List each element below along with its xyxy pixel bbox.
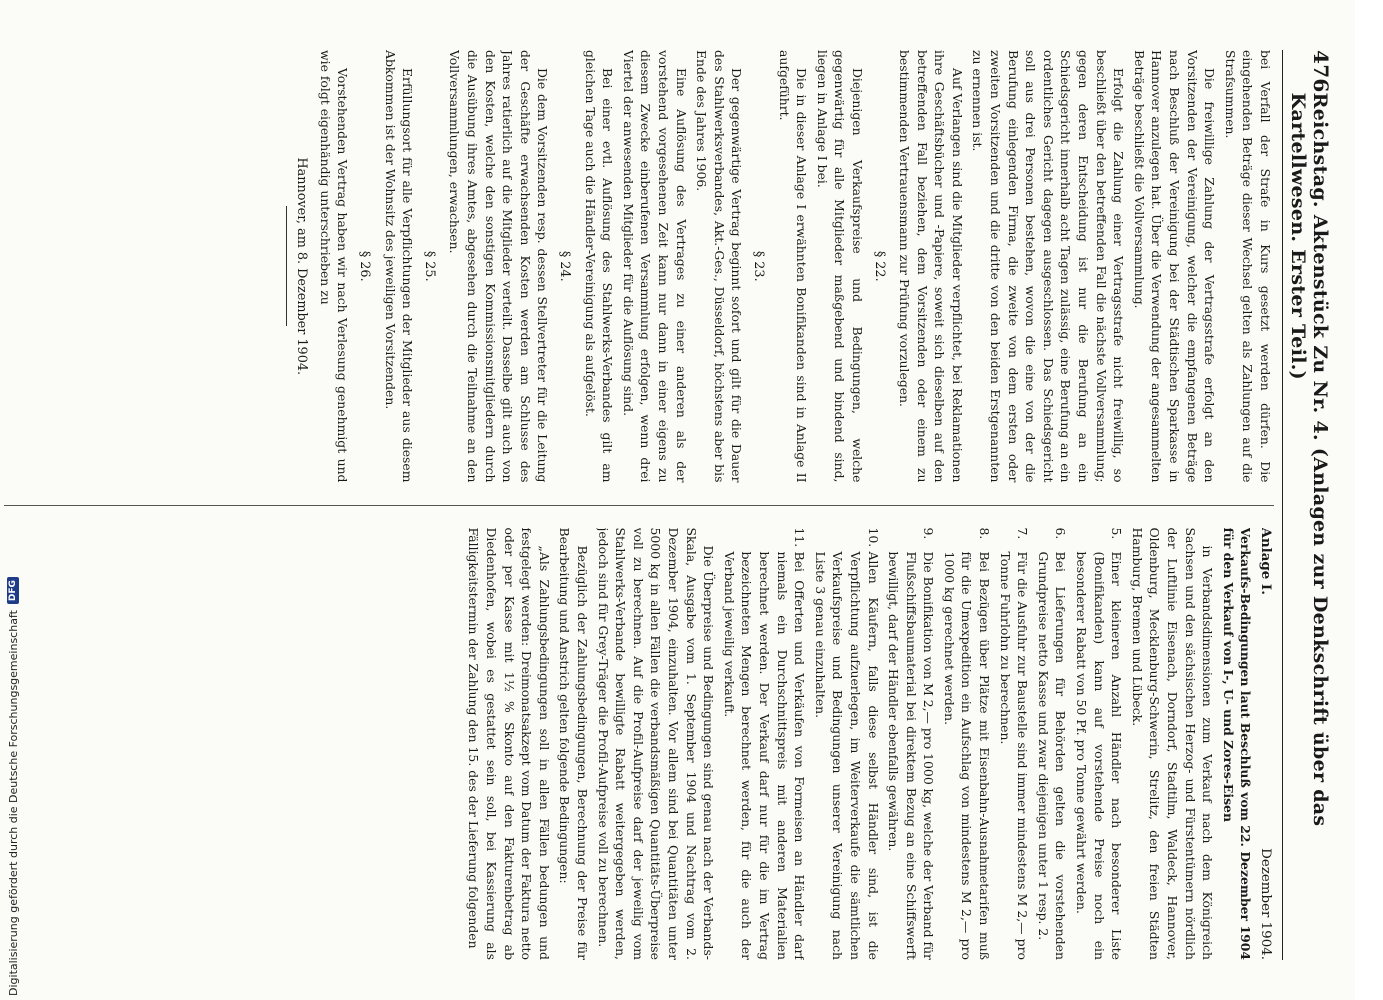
item-text: Einer kleineren Anzahl Händler nach besonderer Liste (Bonifikanden) kann auf vorstehende Preise noch ein besonderer Rabatt von 50 Pf. pro Tonne gewährt werden. (1074, 551, 1125, 960)
item-number: 6. (1053, 527, 1069, 540)
numbered-item (1034, 528, 1069, 961)
column-divider (4, 505, 1274, 506)
numbered-item (885, 528, 938, 961)
section-heading-23: § 23. (750, 250, 766, 282)
item-number: 11. (792, 527, 808, 548)
paragraph: Der gegenwärtige Vertrag beginnt sofort und gilt für die Dauer des Stahlwerksverbandes, Akt.-Ges., Düsseldorf, höchstens aber bis Ende des Jahres 1906. (694, 50, 745, 483)
section-heading-22: § 22. (871, 250, 887, 282)
page-number: 476 (1309, 50, 1333, 93)
paragraph: Bei einer evtl. Auflösung des Stahlwerks-Verbandes gilt am gleichen Tage auch die Händler-Vereinigung als aufgelöst. (582, 50, 616, 483)
anlage-header (1256, 528, 1274, 961)
paragraph: Die Überpreise und Bedingungen sind genau nach der Verbands-Skala, Ausgabe vom 1. September 1904 und Nachtrag vom 2. Dezember 1904, einzuhalten. Vor allem sind bei Quantitäten unter 5000 kg in allen Fällen die verbandsmäßigen Quantitäts-Überpreise voll zu berechnen. Auf die Profil-Aufpreise darf der jeweilig vom Stahlwerks-Verbande bewilligte Rabatt weitergegeben werden, jedoch sind für Grey-Träger die Profil-Aufpreise voll zu berechnen. (595, 527, 717, 960)
running-header (1282, 50, 1333, 960)
anlage-heading: Verkaufs-Bedingungen laut Beschluß vom 22. Dezember 1904 für den Verkauf von I-, U- und Zores-Eisen (1220, 527, 1254, 960)
text-columns (4, 50, 1274, 960)
item-number: 7. (1015, 527, 1031, 540)
section-heading-26: § 26. (357, 250, 373, 282)
paragraph: bei Verfall der Strafe in Kurs gesetzt werden dürfen. Die eingehenden Beträge dieser Wechsel gelten als Zahlungen auf die Strafsummen. (1222, 50, 1273, 483)
item-number: 8. (977, 527, 993, 540)
paragraph: Diejenigen Verkaufspreise und Bedingungen, welche gegenwärtig für alle Mitglieder maßgebend und bindend sind, liegen in Anlage I bei. (814, 50, 865, 483)
item-number: 9. (921, 527, 937, 540)
dfg-logo-icon: DFG (7, 577, 19, 604)
paragraph: Eine Auflösung des Vertrages zu einer anderen als der vorstehend vorgesehenen Zeit kann nur dann in einer eigens zu diesem Zwecke einberufenen Versammlung erfolgen, wenn drei Viertel der anwesenden Mitglieder für die Auflösung sind. (620, 50, 689, 483)
item-text: Bei Lieferungen für Behörden gelten die vorstehenden Grundpreise netto Kasse und zwar diejenigen unter 1 resp. 2. (1035, 551, 1069, 960)
numbered-item (720, 528, 808, 961)
header-title: Reichstag. Aktenstück Zu Nr. 4. (Anlagen zur Denkschrift über das Kartellwesen. Erster Teil.) (1287, 92, 1331, 827)
paragraph: Die dem Vorsitzenden resp. dessen Stellvertreter für die Leitung der Geschäfte erwachsenden Kosten werden am Schlusse des Jahres ratierlich auf die Mitglieder verteilt. Dasselbe gilt auch von den Kosten, welche den sonstigen Kommissionsmitgliedern durch die Ausübung ihres Amtes, abgesehen durch die Teilnahme an den Vollversammlungen, erwachsen. (447, 50, 551, 483)
item-number: 10. (865, 527, 881, 548)
item-text: Bei Bezügen über Plätze mit Eisenbahn-Ausnahmetarifen muß für die Umexpedition ein Aufschlag von mindestens M 2,— pro 1000 kg gerechnet werden. (941, 551, 993, 960)
signoff-line: Hannover, am 8. Dezember 1904. (294, 157, 310, 376)
section-heading-24: § 24. (557, 250, 573, 282)
paragraph: Auf Verlangen sind die Mitglieder verpflichtet, bei Reklamationen ihre Geschäftsbücher und -Papiere, soweit sich dieselben auf den betreffenden Fall beziehen, dem Vorsitzenden oder einem zu bestimmenden Vertrauensmann zur Prüfung vorzulegen. (897, 50, 965, 483)
credit-text: Digitalisierung gefördert durch die Deutsche Forschungsgemeinschaft (6, 610, 20, 996)
paragraph: Die freiwillige Zahlung der Vertragsstrafe erfolgt an den Vorsitzenden der Vereinigung, welcher die empfangenen Beträge nach Beschluß der Vereinigung bei der Städtischen Sparkasse in Hannover anzulegen hat. Über die Verwendung der angesammelten Beträge beschließt die Vollversammlung. (1131, 50, 1218, 483)
numbered-item (1072, 528, 1125, 961)
paragraph: Vorstehenden Vertrag haben wir nach Verlesung genehmigt und wie folgt eigenhändig unterschrieben zu (317, 50, 351, 483)
section-heading-25: § 25. (421, 250, 437, 282)
paragraph: Die in dieser Anlage I erwähnten Bonifikanden sind in Anlage II aufgeführt. (776, 50, 810, 483)
numbered-items (720, 528, 1125, 961)
paragraph: Erfolgt die Zahlung einer Vertragsstrafe nicht freiwillig, so beschließt über den betreffenden Fall die nächste Vollversammlung; gegen deren Entscheidung ist nur die Berufung an ein Schiedsgericht innerhalb acht Tagen zulässig, eine Berufung an ein ordentliches Gericht dagegen ausgeschlossen. Das Schiedsgericht soll aus drei Personen bestehen, wovon die eine von der die Berufung einlegenden Firma, die zweite von dem ersten oder zweiten Vorsitzenden und die dritte von den beiden Erstgenannten zu ernennen ist. (970, 50, 1127, 483)
paragraph: „Als Zahlungsbedingungen soll in allen Fällen bedungen und festgelegt werden: Dreimonatsakzept vom Datum der Faktura netto oder per Kasse mit 1½ % Skonto auf den Fakturenbetrag ab Diedenhofen, wobei es gestattet sein soll, bei Kassierung als Fälligkeitstermin der Zahlung den 15. des der Lieferung folgenden (466, 527, 552, 960)
anlage-title: Anlage I. (1258, 527, 1274, 595)
right-column (4, 528, 1274, 961)
closing-rule (286, 206, 287, 326)
item-text: Für die Ausfuhr zur Baustelle sind immer mindestens M 2,— pro Tonne Fuhrlohn zu berechnen. (997, 551, 1031, 960)
paragraph: Erfüllungsort für alle Verpflichtungen der Mitglieder aus diesem Abkommen ist der Wohnsitz des jeweiligen Vorsitzenden. (382, 50, 416, 483)
item-text: Bei Offerten und Verkäufen von Formeisen an Händler darf niemals ein Durchschnittspreis mit anderen Materialien berechnet werden. Der Verkauf darf nur für die im Vertrag bezeichneten Mengen berechnet werden, für die auch der Verband jeweilig verkauft. (721, 551, 808, 960)
item-text: Die Bonifikation von M 2,— pro 1000 kg, welche der Verband für Flußschiffsbaumaterial bei direktem Bezug an eine Schiffswerft bewilligt, darf der Händler ebenfalls gewähren. (886, 551, 937, 960)
item-text: Allen Käufern, falls diese selbst Händler sind, ist die Verpflichtung aufzuerlegen, im Weiterverkaufe die sämtlichen Verkaufspreise und Bedingungen unserer Vereinigung nach Liste 3 genau einzuhalten. (812, 551, 881, 960)
left-column (4, 50, 1274, 483)
numbered-item (996, 528, 1031, 961)
item-number: 5. (1109, 527, 1125, 540)
numbered-item (811, 528, 881, 961)
digitization-credit (4, 0, 22, 996)
anlage-date: Dezember 1904. (1258, 848, 1273, 960)
paragraph: in Verbandsdimensionen zum Verkauf nach dem Königreich Sachsen und den sächsischen Herzog- und Fürstentümern nördlich der Luftlinie Eisenach, Dorndorf, Stadtilm, Waldeck, Hannover, Oldenburg, Mecklenburg-Schwerin, Strelitz, den freien Städten Hamburg, Bremen und Lübeck. (1129, 527, 1216, 960)
paragraph: Bezüglich der Zahlungsbedingungen, Berechnung der Preise für Bearbeitung und Anstrich gelten folgende Bedingungen: (557, 527, 591, 960)
numbered-item (940, 528, 993, 961)
